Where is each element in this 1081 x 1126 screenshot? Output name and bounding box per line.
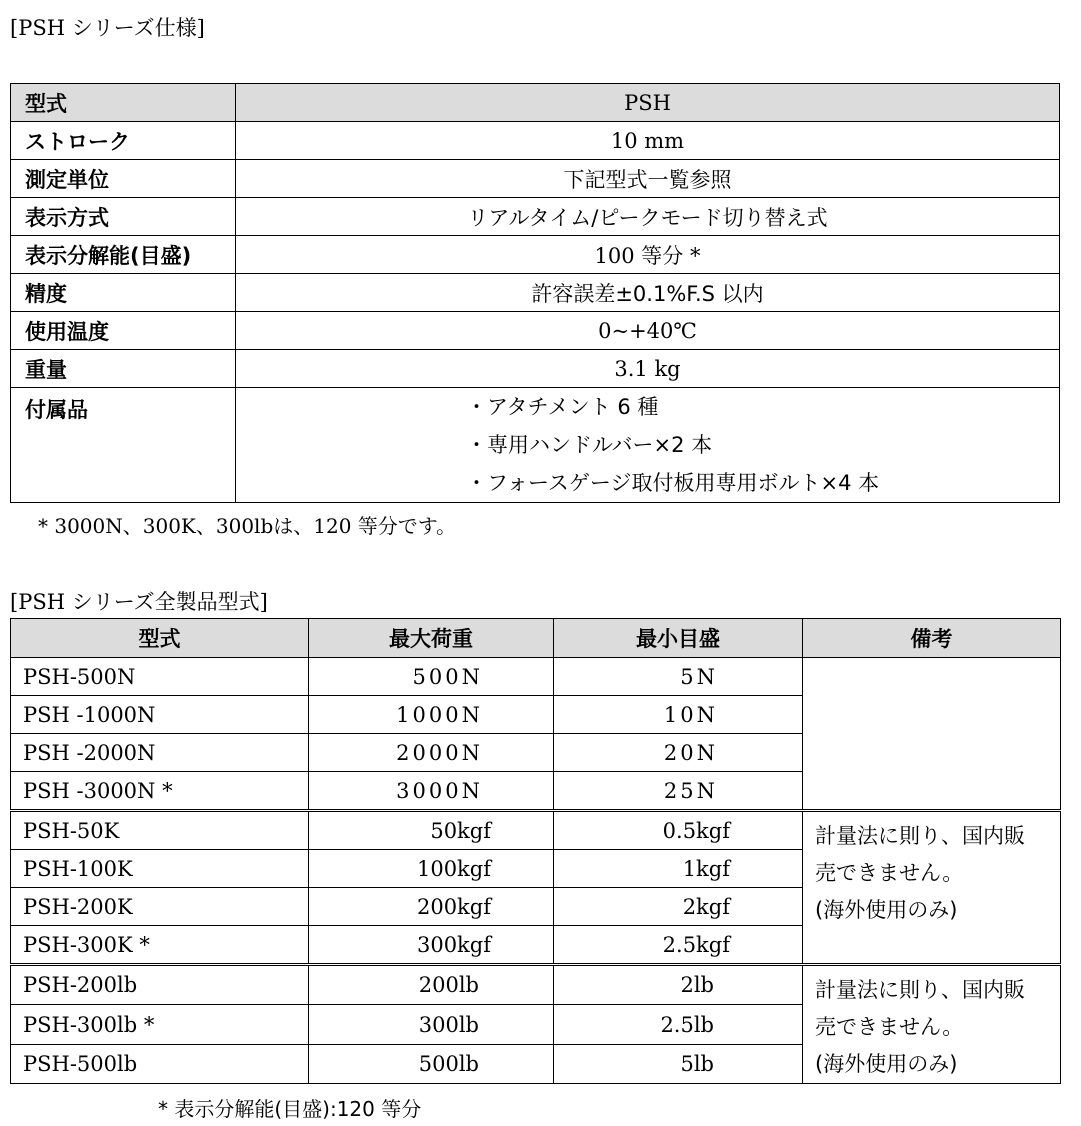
model-cell: PSH-200K	[11, 888, 309, 926]
spec-header-row	[11, 84, 1060, 122]
min-scale-cell: 2kgf	[554, 888, 803, 926]
model-cell: PSH-300lb *	[11, 1005, 309, 1044]
max-load-cell: 300lb	[309, 1005, 554, 1044]
max-load-cell: 2000N	[309, 734, 554, 772]
spec-value: 100 等分 *	[236, 236, 1060, 274]
max-load-cell: 100kgf	[309, 850, 554, 888]
spec-heading: [PSH シリーズ仕様]	[10, 16, 205, 40]
models-heading: [PSH シリーズ全製品型式]	[10, 590, 268, 614]
min-scale-cell: 2lb	[554, 965, 803, 1005]
model-cell: PSH -1000N	[11, 696, 309, 734]
spec-value: 3.1 kg	[236, 350, 1060, 388]
spec-row	[11, 312, 1060, 350]
remark-line: 計量法に則り、国内販	[815, 978, 1025, 1002]
min-scale-cell: 0.5kgf	[554, 811, 803, 850]
remark-line: 計量法に則り、国内販	[815, 824, 1025, 848]
spec-label: 測定単位	[11, 160, 236, 198]
table-row	[11, 658, 1061, 696]
spec-value: 許容誤差±0.1%F.S 以内	[236, 274, 1060, 312]
models-header-row	[11, 619, 1061, 658]
spec-label: 付属品	[11, 388, 236, 503]
table-row	[11, 811, 1061, 850]
model-cell: PSH -3000N *	[11, 772, 309, 811]
model-cell: PSH -2000N	[11, 734, 309, 772]
max-load-cell: 500lb	[309, 1044, 554, 1083]
remark-line: 売できません。	[815, 861, 964, 885]
remark-cell	[803, 658, 1061, 811]
max-load-cell: 300kgf	[309, 926, 554, 965]
min-scale-cell: 5lb	[554, 1044, 803, 1083]
remark-line: 売できません。	[815, 1015, 964, 1039]
spec-row	[11, 122, 1060, 160]
max-load-cell: 200lb	[309, 965, 554, 1005]
max-load-cell: 1000N	[309, 696, 554, 734]
min-scale-cell: 2.5lb	[554, 1005, 803, 1044]
accessory-item: ・専用ハンドルバー×2 本	[466, 433, 713, 457]
column-header: 型式	[11, 619, 309, 658]
spec-accessories-row	[11, 388, 1060, 503]
model-cell: PSH-500N	[11, 658, 309, 696]
spec-footnote: * 3000N、300K、300lbは、120 等分です。	[38, 514, 457, 538]
spec-row	[11, 236, 1060, 274]
min-scale-cell: 25N	[554, 772, 803, 811]
model-cell: PSH-50K	[11, 811, 309, 850]
spec-label: 使用温度	[11, 312, 236, 350]
spec-row	[11, 274, 1060, 312]
spec-row	[11, 198, 1060, 236]
model-cell: PSH-300K *	[11, 926, 309, 965]
spec-label: 型式	[11, 84, 236, 122]
spec-row	[11, 160, 1060, 198]
model-cell: PSH-200lb	[11, 965, 309, 1005]
max-load-cell: 500N	[309, 658, 554, 696]
spec-value: PSH	[236, 84, 1060, 122]
spec-label: 表示方式	[11, 198, 236, 236]
min-scale-cell: 20N	[554, 734, 803, 772]
max-load-cell: 50kgf	[309, 811, 554, 850]
column-header: 備考	[803, 619, 1061, 658]
table-row	[11, 965, 1061, 1005]
remark-cell	[803, 965, 1061, 1084]
model-cell: PSH-500lb	[11, 1044, 309, 1083]
spec-label: ストローク	[11, 122, 236, 160]
accessory-item: ・フォースゲージ取付板用専用ボルト×4 本	[466, 471, 880, 495]
accessory-item: ・アタチメント 6 種	[466, 395, 659, 419]
max-load-cell: 200kgf	[309, 888, 554, 926]
spec-value: リアルタイム/ピークモード切り替え式	[236, 198, 1060, 236]
spec-label: 精度	[11, 274, 236, 312]
column-header: 最小目盛	[554, 619, 803, 658]
min-scale-cell: 1kgf	[554, 850, 803, 888]
spec-value: 下記型式一覧参照	[236, 160, 1060, 198]
spec-row	[11, 350, 1060, 388]
min-scale-cell: 10N	[554, 696, 803, 734]
model-cell: PSH-100K	[11, 850, 309, 888]
remark-cell	[803, 811, 1061, 965]
models-footnote: * 表示分解能(目盛):120 等分	[158, 1097, 422, 1121]
spec-value: 0~+40℃	[236, 312, 1060, 350]
accessories-cell	[236, 388, 1060, 503]
remark-line: (海外使用のみ)	[815, 1052, 958, 1076]
spec-label: 表示分解能(目盛)	[11, 236, 236, 274]
spec-label: 重量	[11, 350, 236, 388]
max-load-cell: 3000N	[309, 772, 554, 811]
min-scale-cell: 5N	[554, 658, 803, 696]
remark-line: (海外使用のみ)	[815, 898, 958, 922]
column-header: 最大荷重	[309, 619, 554, 658]
models-table	[10, 618, 1061, 1084]
spec-table	[10, 83, 1060, 503]
min-scale-cell: 2.5kgf	[554, 926, 803, 965]
spec-value: 10 mm	[236, 122, 1060, 160]
